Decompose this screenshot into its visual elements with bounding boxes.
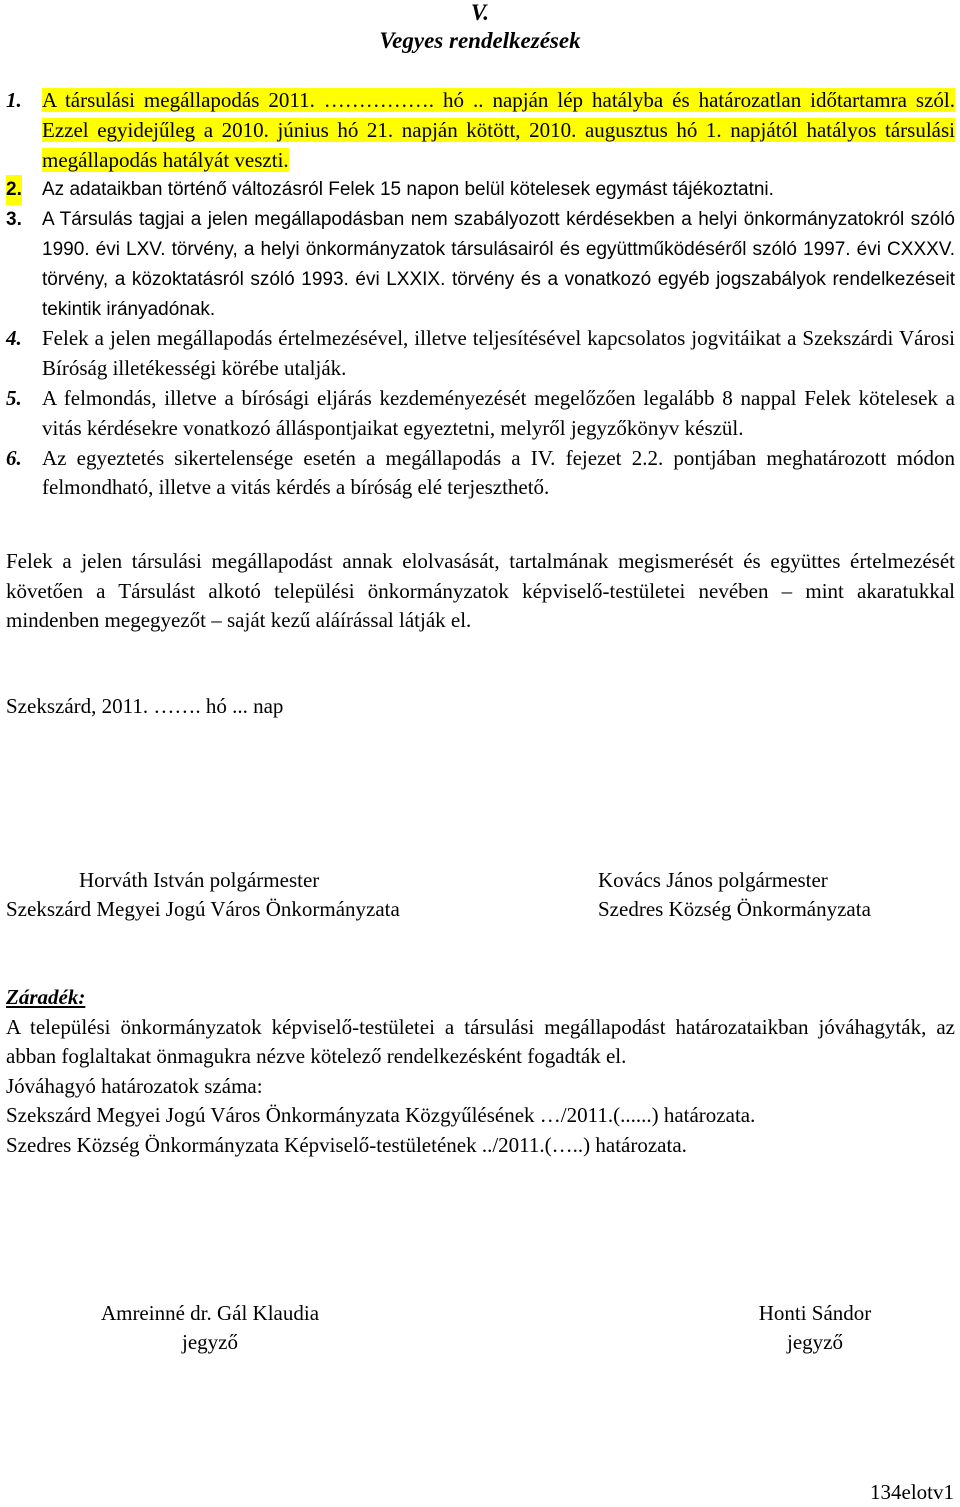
provision-number: 5. — [6, 385, 22, 410]
document-code: 134elotv1 — [870, 1480, 954, 1504]
clause-title: Záradék: — [6, 985, 86, 1009]
clause-line: Szedres Község Önkormányzata Képviselő-testületének ../2011.(…..) határozata. — [6, 1132, 687, 1157]
notary-name: Amreinné dr. Gál Klaudia — [100, 1301, 320, 1325]
approval-clause — [6, 983, 955, 1160]
provision-text: A társulási megállapodás 2011. ……………. hó .. napján lép hatályba és határozatlan időtartamra szól. Ezzel egyidejűleg a 2010. június hó 21. napján kötött, 2010. augusztus hó 1. napjától hatályos társulási megállapodás hatályát veszti. — [42, 88, 955, 172]
provision-text: Az adataikban történő változásról Felek 15 napon belül kötelesek egymást tájékoztatni. — [42, 179, 774, 201]
provisions-list — [6, 86, 955, 503]
provision-number: 1. — [6, 88, 22, 112]
provision-text: A Társulás tagjai a jelen megállapodásban nem szabályozott kérdésekben a helyi önkormányzatokról szóló 1990. évi LXV. törvény, a helyi önkormányzatok társulásairól és együttműködéséről szóló 1997. évi CXXXV. törvény, a közoktatásról szóló 1993. évi LXXIX. törvény és a vonatkozó egyéb jogszabályok rendelkezéseit tekintik irányadónak. — [42, 209, 955, 320]
signatory-right — [598, 866, 958, 924]
provision-item — [6, 205, 955, 324]
provision-number: 2. — [6, 175, 22, 205]
clause-line: A települési önkormányzatok képviselő-testületei a társulási megállapodást határozataikban jóváhagyták, az abban foglaltakat önmagukra nézve kötelező rendelkezésként fogadták el. — [6, 1014, 955, 1068]
closing-paragraph: Felek a jelen társulási megállapodást annak elolvasását, tartalmának megismerését és együttes értelmezését követően a Társulást alkotó települési önkormányzatok képviselő-testületei nevében – mint akaratukkal mindenben megegyezőt – saját kezű aláírással látják el. — [6, 549, 955, 632]
place-and-date: Szekszárd, 2011. ……. hó ... nap — [6, 694, 284, 718]
clause-line: Jóváhagyó határozatok száma: — [6, 1073, 263, 1098]
provision-number: 4. — [6, 326, 22, 351]
provision-text: A felmondás, illetve a bírósági eljárás kezdeményezését megelőzően legalább 8 nappal Felek kötelesek a vitás kérdésekre vonatkozó álláspontjaikat egyeztetni, melyről jegyzőkönyv készül. — [42, 385, 955, 440]
notary-name: Honti Sándor — [758, 1301, 872, 1325]
notary-left — [70, 1299, 350, 1357]
provision-item — [6, 175, 955, 205]
provision-item — [6, 444, 955, 504]
provision-item — [6, 86, 955, 175]
provision-number: 6. — [6, 445, 22, 470]
notary-title: jegyző — [182, 1330, 238, 1354]
signatory-name: Kovács János polgármester — [598, 868, 828, 892]
provision-item — [6, 384, 955, 444]
provision-text: Az egyeztetés sikertelensége esetén a megállapodás a IV. fejezet 2.2. pontjában meghatározott módon felmondható, illetve a vitás kérdés a bíróság elé terjeszthető. — [42, 445, 955, 500]
signatory-organization: Szedres Község Önkormányzata — [598, 897, 871, 921]
signatory-name: Horváth István polgármester — [79, 868, 320, 892]
provision-text: Felek a jelen megállapodás értelmezésével, illetve teljesítésével kapcsolatos jogvitáikat a Szekszárdi Városi Bíróság illetékességi körébe utalják. — [42, 326, 955, 381]
notary-right — [720, 1299, 910, 1357]
signatory-left — [6, 866, 486, 924]
provision-item — [6, 324, 955, 384]
section-number: V. — [470, 0, 490, 25]
signatory-organization: Szekszárd Megyei Jogú Város Önkormányzata — [6, 897, 400, 921]
clause-line: Szekszárd Megyei Jogú Város Önkormányzata Közgyűlésének …/2011.(......) határozata. — [6, 1103, 756, 1127]
notary-title: jegyző — [787, 1330, 843, 1354]
section-title: Vegyes rendelkezések — [379, 28, 581, 53]
provision-number: 3. — [6, 209, 22, 231]
